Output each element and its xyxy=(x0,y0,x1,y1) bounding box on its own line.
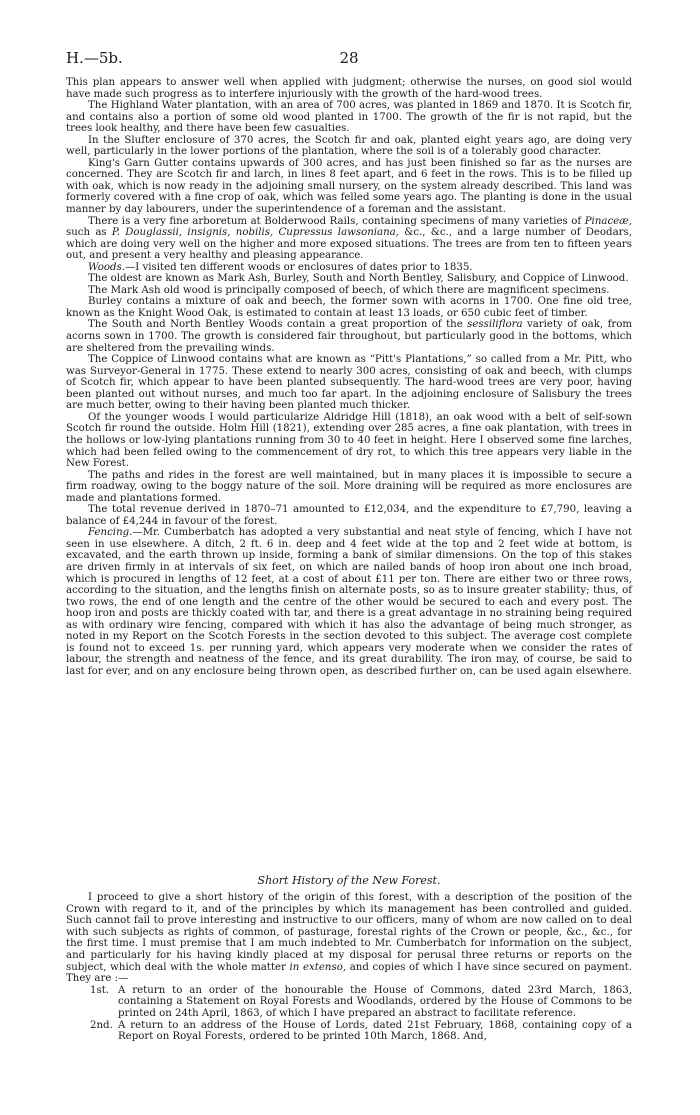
list-number: 1st. xyxy=(90,984,110,996)
text-run: &c., &c., and a large number of Deodars, which are doing very well on the higher and more exposed situations. The trees are from ten to fifteen years out, and present a very healthy and pleasing appearance. xyxy=(66,227,632,262)
page-number: 28 xyxy=(339,49,359,67)
list-item xyxy=(66,1020,632,1043)
italic-run: in extenso, xyxy=(289,961,347,973)
paragraph-woods xyxy=(66,262,632,274)
paragraph: King's Garn Gutter contains upwards of 300 acres, and has just been finished so far as the nurses are concerned. They are Scotch fir and larch, in lines 8 feet apart, and 6 feet in the rows. This is to be filled up with oak, which is now ready in the adjoining small nursery, on the system already described. This land was formerly covered with a fine crop of oak, which was felled some years ago. The planting is done in the usual manner by day labourers, under the superintendence of a foreman and the assistant. xyxy=(66,157,632,216)
section-title: Short History of the New Forest. xyxy=(257,874,441,887)
side-heading: Woods. xyxy=(88,261,126,273)
paragraph: The Mark Ash old wood is principally composed of beech, of which there are magnificent specimens. xyxy=(88,284,610,296)
paragraph: The Highland Water plantation, with an area of 700 acres, was planted in 1869 and 1870. It is Scotch fir, and contains also a portion of some old wood planted in 1700. The growth of the fir is not rapid, but the trees look healthy, and there have been few casualties. xyxy=(66,100,632,135)
paragraph: The oldest are known as Mark Ash, Burley, South and North Bentley, Salisbury, and Coppice of Linwood. xyxy=(88,273,629,285)
paragraph: The total revenue derived in 1870–71 amounted to £12,034, and the expenditure to £7,790, leaving a balance of £4,244 in favour of the forest. xyxy=(66,504,632,527)
list-text: A return to an address of the House of Lords, dated 21st February, 1868, containing copy of a Report on Royal Forests, ordered to be printed 10th March, 1868. And, xyxy=(118,1019,632,1043)
paragraph: In the Slufter enclosure of 370 acres, the Scotch fir and oak, planted eight years ago, are doing very well, particularly in the lower portions of the plantation, where the soil is of a tolerably good character. xyxy=(66,134,632,158)
text-run: variety of oak, from acorns sown in 1700. The growth is considered fair throughout, but particularly good in the bottoms, which are sheltered from the prevailing winds. xyxy=(66,319,632,354)
history-text xyxy=(66,892,632,1043)
text-run: —Mr. Cumberbatch has adopted a very substantial and neat style of fencing, which I have not seen in use elsewhere. A ditch, 2 ft. 6 in. deep and 4 feet wide at the top and 2 feet wide at bottom, is excavated, and the earth thrown up inside, forming a bank of similar dimensions. On the top of this stakes are driven firmly in at intervals of six feet, on which are nailed bands of hoop iron about one inch broad, which is procured in lengths of 12 feet, at a cost of about £11 per ton. There are either two or three rows, according to the situation, and the lengths finish on alternate posts, so as to insure greater stability; thus, of two rows, the end of one length and the centre of the other would be secured to each and every post. The hoop iron and posts are thickly coated with tar, and there is a great advantage in no straining being required as with ordinary wire fencing, compared with which it has also the advantage of being much stronger, as noted in my Report on the Scotch Forests in the section devoted to this subject. The average cost complete is found not to exceed 1s. per running yard, which appears very moderate when we consider the rates of labour, the strength and neatness of the fence, and its great durability. The iron may, of course, be said to last for ever, and on any enclosure being thrown open, as described further on, can be used again elsewhere. xyxy=(66,527,632,677)
text-run: such as xyxy=(66,227,112,239)
returns-list xyxy=(66,985,632,1043)
side-heading: Fencing. xyxy=(88,527,133,539)
paragraph: Of the younger woods I would particularize Aldridge Hill (1818), an oak wood with a belt of self-sown Scotch fir round the outside. Holm Hill (1821), extending over 285 acres, a fine oak plantation, with trees in the hollows or low-lying plantations running from 30 to 40 feet in height. Here I observed some fine larches, which had been felled owing to the commencement of dry rot, to which this tree appears very liable in the New Forest. xyxy=(66,411,632,470)
text-run: There is a very fine arboretum at Bolderwood Rails, containing specimens of many varieties of xyxy=(88,215,585,227)
paragraph: The Coppice of Linwood contains what are known as “Pitt's Plantations,” so called from a Mr. Pitt, who was Surveyor-General in 1775. These extend to nearly 300 acres, consisting of oak and beech, with clumps of Scotch fir, which appear to have been planted subsequently. The hard-wood trees are very poor, having been planted out without nurses, and much too far apart. In the adjoining enclosure of Salisbury the trees are much better, owing to their having been planted much thicker. xyxy=(66,354,632,412)
text-run: and copies of which I have since secured on payment. They are :— xyxy=(66,961,633,985)
text-run: —I visited ten different woods or enclosures of dates prior to 1835. xyxy=(125,261,473,273)
text-run: I proceed to give a short history of the origin of this forest, with a description of the position of the Crown with regard to it, and of the principles by which its management has been controlled and guided. Such cannot fail to prove interesting and instructive to our officers, many of whom are now called on to deal with such subjects as rights of common, of pasturage, forestal rights of the Crown or people, &c., &c., for the first time. I must premise that I am much indebted to Mr. Cumberbatch for information on the subject, and particularly for his having kindly placed at my disposal for perusal three returns or reports on the subject, which deal with the whole matter xyxy=(66,892,632,973)
paragraph-history xyxy=(66,892,632,985)
list-text: A return to an order of the honourable the House of Commons, dated 23rd March, 1863, containing a Statement on Royal Forests and Woodlands, ordered by the House of Commons to be printed on 24th April, 1863, of which I have prepared an abstract to facilitate reference. xyxy=(118,984,632,1019)
paragraph: Burley contains a mixture of oak and beech, the former sown with acorns in 1700. One fine old tree, known as the Knight Wood Oak, is estimated to contain at least 13 loads, or 650 cubic feet of timber. xyxy=(66,296,632,319)
paragraph: This plan appears to answer well when applied with judgment; otherwise the nurses, on good siol would have made such progress as to interfere injuriously with the growth of the hard-wood trees. xyxy=(66,77,632,100)
italic-run: Pinaceæ, xyxy=(584,215,632,227)
paragraph-fencing xyxy=(66,527,632,677)
paragraph-arboretum xyxy=(66,216,632,262)
document-code: H.—5b. xyxy=(66,49,123,67)
body-text xyxy=(66,77,632,677)
italic-run: sessiliflora xyxy=(467,319,523,331)
list-number: 2nd. xyxy=(90,1019,113,1031)
paragraph: The paths and rides in the forest are well maintained, but in many places it is impossible to secure a firm roadway, owing to the boggy nature of the soil. More draining will be required as more enclosures are made and plantations formed. xyxy=(66,469,632,504)
page-header xyxy=(66,49,632,71)
list-item xyxy=(66,985,632,1020)
italic-run: P. Douglassii, insignis, nobilis, Cupressus lawsoniana, xyxy=(111,227,399,239)
text-run: The South and North Bentley Woods contain a great proportion of the xyxy=(88,319,468,331)
paragraph-bentley xyxy=(66,319,632,354)
